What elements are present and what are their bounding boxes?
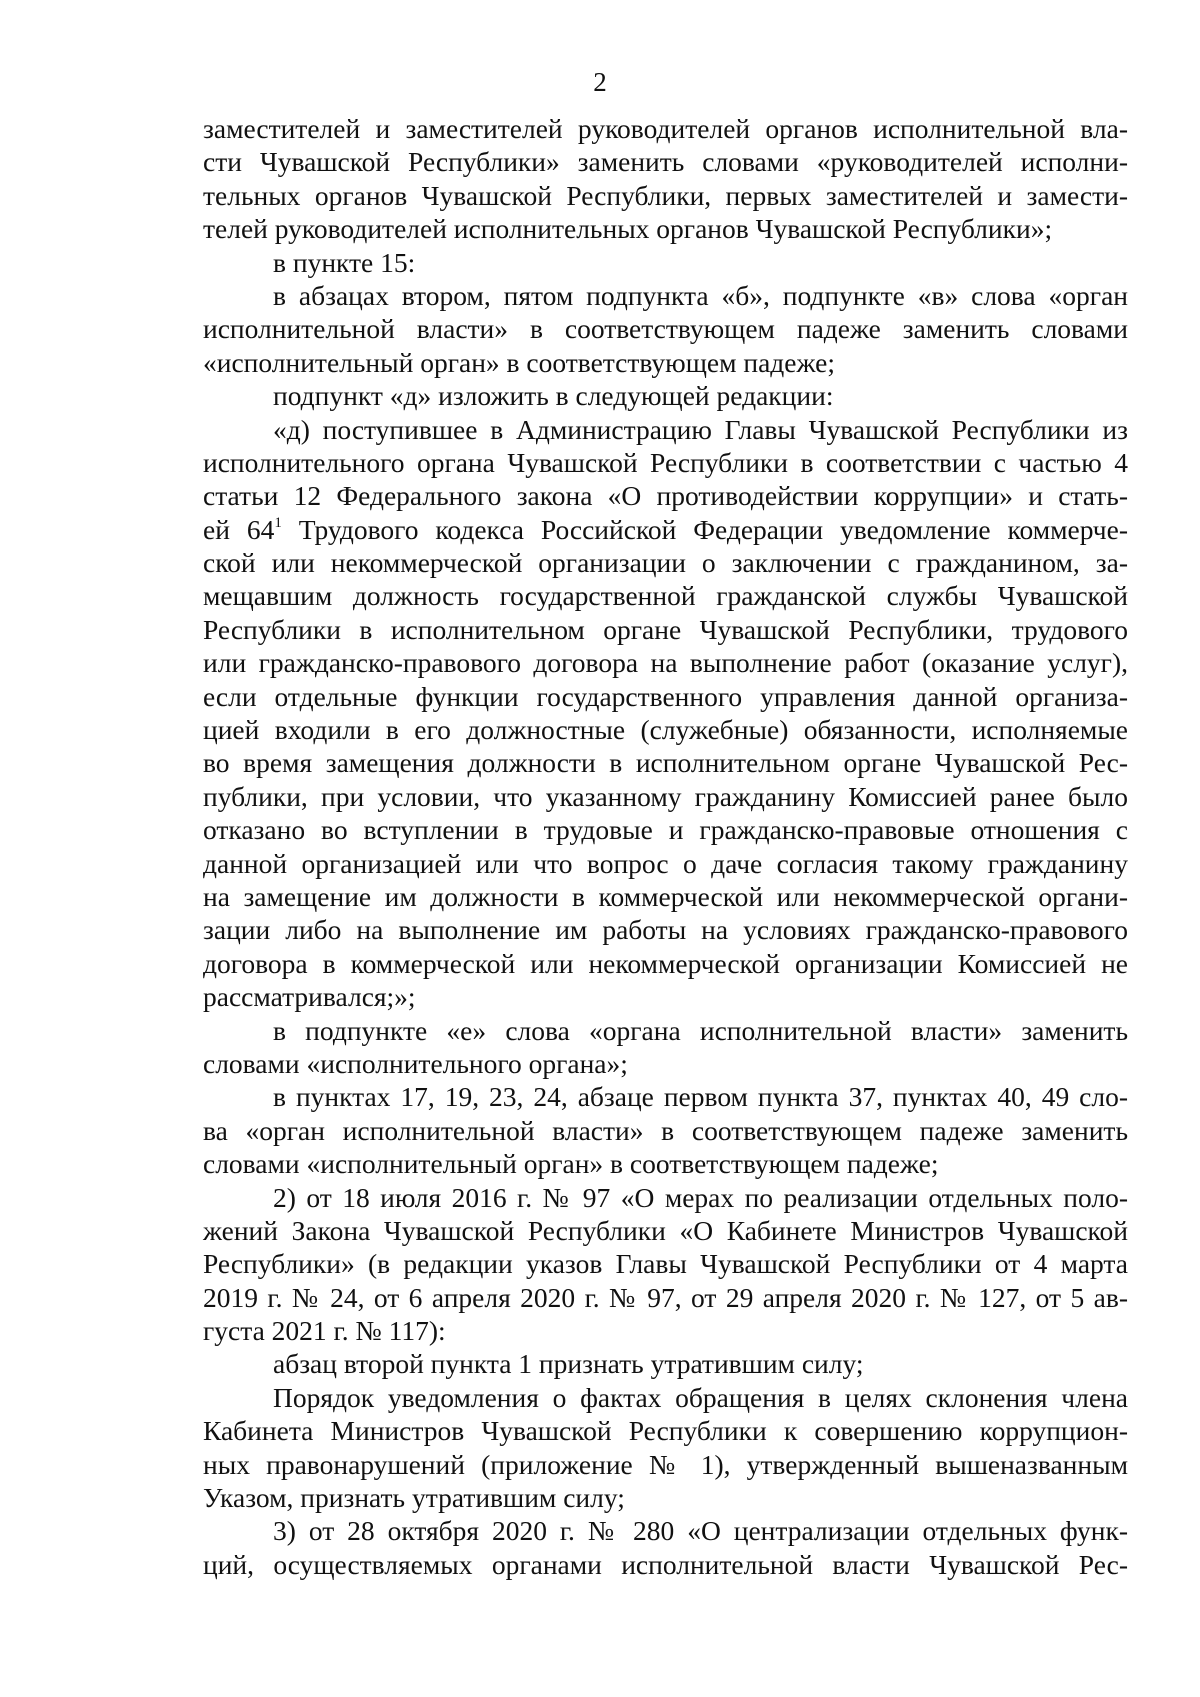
- text-line: Республики» (в редакции указов Главы Чувашской Республики от 4 марта: [203, 1248, 1128, 1280]
- text-line: 3) от 28 октября 2020 г. № 280 «О централизации отдельных функ-: [273, 1515, 1128, 1547]
- text-line: словами «исполнительного органа»;: [203, 1047, 628, 1079]
- text-line: словами «исполнительный орган» в соответствующем падеже;: [203, 1148, 939, 1180]
- text-line: в абзацах втором, пятом подпункта «б», подпункте «в» слова «орган: [273, 279, 1128, 311]
- text-line: на замещение им должности в коммерческой или некоммерческой органи-: [203, 880, 1128, 912]
- text-line: ва «орган исполнительной власти» в соответствующем падеже заменить: [203, 1114, 1128, 1146]
- text-line: в подпункте «е» слова «органа исполнительной власти» заменить: [273, 1014, 1128, 1046]
- text-line: статьи 12 Федерального закона «О противодействии коррупции» и стать-: [203, 480, 1128, 512]
- text-segment: ей 64: [203, 513, 275, 545]
- text-line: если отдельные функции государственного управления данной организа-: [203, 680, 1128, 712]
- text-line: или гражданско-правового договора на выполнение работ (оказание услуг),: [203, 647, 1128, 679]
- superscript: 1: [274, 514, 282, 531]
- text-line: жений Закона Чувашской Республики «О Кабинете Министров Чувашской: [203, 1214, 1128, 1246]
- text-line: Порядок уведомления о фактах обращения в целях склонения члена: [273, 1381, 1128, 1413]
- text-line: исполнительного органа Чувашской Республики в соответствии с частью 4: [203, 446, 1128, 478]
- text-line: исполнительной власти» в соответствующем падеже заменить словами: [203, 313, 1128, 345]
- document-body: [203, 112, 1128, 1581]
- text-line: рассматривался;»;: [203, 981, 416, 1013]
- text-line: 2019 г. № 24, от 6 апреля 2020 г. № 97, от 29 апреля 2020 г. № 127, от 5 ав-: [203, 1281, 1128, 1313]
- text-line: ных правонарушений (приложение № 1), утвержденный вышеназванным: [203, 1448, 1128, 1480]
- text-line: «д) поступившее в Администрацию Главы Чувашской Республики из: [273, 413, 1128, 445]
- text-line: [203, 513, 1128, 546]
- text-line: в пункте 15:: [273, 246, 416, 278]
- text-line: Республики в исполнительном органе Чувашской Республики, трудового: [203, 613, 1128, 645]
- text-line: в пунктах 17, 19, 23, 24, абзаце первом пункта 37, пунктах 40, 49 сло-: [273, 1081, 1128, 1113]
- text-line: телей руководителей исполнительных органов Чувашской Республики»;: [203, 213, 1053, 245]
- text-line: ской или некоммерческой организации о заключении с гражданином, за-: [203, 547, 1128, 579]
- text-line: Кабинета Министров Чувашской Республики к совершению коррупцион-: [203, 1415, 1128, 1447]
- text-line: во время замещения должности в исполнительном органе Чувашской Рес-: [203, 747, 1128, 779]
- text-line: договора в коммерческой или некоммерческой организации Комиссией не: [203, 947, 1128, 979]
- text-line: 2) от 18 июля 2016 г. № 97 «О мерах по реализации отдельных поло-: [273, 1181, 1128, 1213]
- text-line: отказано во вступлении в трудовые и гражданско-правовые отношения с: [203, 814, 1128, 846]
- text-line: заместителей и заместителей руководителей органов исполнительной вла-: [203, 113, 1128, 144]
- text-line: подпункт «д» изложить в следующей редакции:: [273, 380, 834, 412]
- text-line: Указом, признать утратившим силу;: [203, 1482, 625, 1514]
- text-line: данной организацией или что вопрос о даче согласия такому гражданину: [203, 847, 1128, 879]
- text-line: тельных органов Чувашской Республики, первых заместителей и замести-: [203, 179, 1128, 211]
- text-line: публики, при условии, что указанному гражданину Комиссией ранее было: [203, 780, 1128, 812]
- page-number: 2: [593, 67, 607, 97]
- text-line: сти Чувашской Республики» заменить словами «руководителей исполни-: [203, 146, 1128, 178]
- text-line: мещавшим должность государственной гражданской службы Чувашской: [203, 580, 1128, 612]
- text-line: цией входили в его должностные (служебные) обязанности, исполняемые: [203, 714, 1128, 746]
- text-segment: Трудового кодекса Российской Федерации уведомление коммерче-: [281, 513, 1128, 545]
- text-line: абзац второй пункта 1 признать утратившим силу;: [273, 1348, 864, 1380]
- text-line: ций, осуществляемых органами исполнительной власти Чувашской Рес-: [203, 1548, 1128, 1580]
- text-line: «исполнительный орган» в соответствующем падеже;: [203, 346, 835, 378]
- text-line: густа 2021 г. № 117):: [203, 1315, 446, 1347]
- text-line: зации либо на выполнение им работы на условиях гражданско-правового: [203, 914, 1128, 946]
